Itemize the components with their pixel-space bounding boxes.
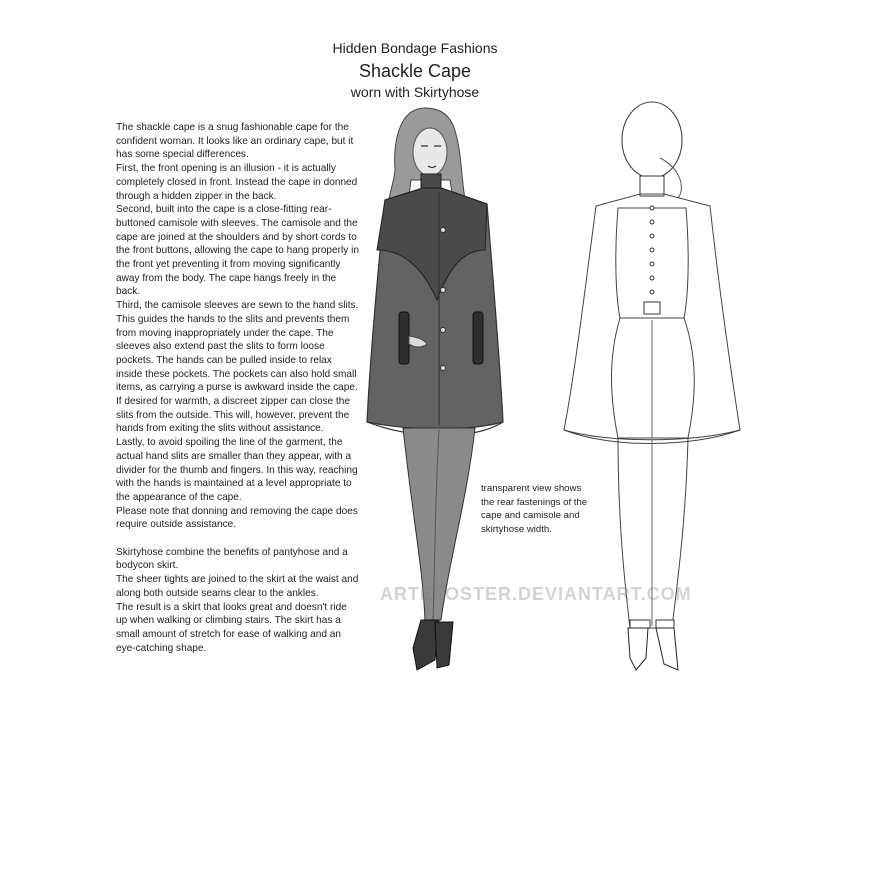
head <box>622 102 682 178</box>
transparent-view-caption: transparent view shows the rear fastenings of the cape and camisole and skirtyhose width. <box>481 483 588 535</box>
desc-paragraph: Second, built into the cape is a close-fitting rear-buttoned camisole with sleeves. The camisole and the cape are joined at the shoulders and by short cords to the front buttons, allowing the cape to hang properly in the front yet preventing it from moving significantly away from the body. The cape hangs freely in the back. <box>116 204 359 298</box>
rear-buttons <box>650 206 654 294</box>
collar <box>640 176 664 196</box>
description-text <box>116 121 360 655</box>
back-view-illustration <box>560 98 760 698</box>
supertitle: Hidden Bondage Fashions <box>332 40 498 56</box>
face <box>413 128 447 176</box>
desc-paragraph: Third, the camisole sleeves are sewn to the hand slits. This guides the hands to the slits and prevents them from moving inappropriately under the cape. The sleeves also extend past the slits to form loose pockets. The hands can be pulled inside to relax inside these pockets. The pockets can also hold small items, as carrying a purse is awkward inside the cape. <box>116 300 359 394</box>
desc-paragraph: If desired for warmth, a discreet zipper can close the slits from the outside. This will, however, prevent the hands from exiting the slits without assistance. <box>116 396 350 435</box>
skirtyhose-paragraph: Skirtyhose combine the benefits of pantyhose and a bodycon skirt. <box>116 546 348 572</box>
desc-paragraph: Please note that donning and removing the cape does require outside assistance. <box>116 505 358 531</box>
hand-slit <box>473 312 483 364</box>
skirt <box>612 318 695 438</box>
subtitle: worn with Skirtyhose <box>350 84 480 100</box>
shoe <box>628 628 648 670</box>
shoe <box>435 622 453 668</box>
desc-paragraph: The shackle cape is a snug fashionable cape for the confident woman. It looks like an ordinary cape, but it has some special differences. <box>116 122 354 161</box>
watermark: ARTEFOSTER.DEVIANTART.COM <box>380 584 692 604</box>
buckle <box>644 302 660 314</box>
page-title: Shackle Cape <box>358 61 472 81</box>
skirtyhose-paragraph: The result is a skirt that looks great and doesn't ride up when walking or climbing stairs. The skirt has a small amount of stretch for ease of walking and an eye-catching shape. <box>116 601 347 654</box>
hand-slit <box>399 312 409 364</box>
shoe <box>656 628 678 670</box>
desc-paragraph: Lastly, to avoid spoiling the line of the garment, the actual hand slits are smaller than they appear, with a divider for the thumb and fingers. In this way, reaching with the hands is maintained at a level appropriate to the appearance of the cape. <box>116 437 358 503</box>
desc-paragraph: First, the front opening is an illusion - it is actually completely closed in front. Instead the cape in donned through a hidden zipper in the back. <box>116 163 358 202</box>
skirtyhose-paragraph: The sheer tights are joined to the skirt at the waist and along both outside seams clear to the ankles. <box>116 574 359 599</box>
